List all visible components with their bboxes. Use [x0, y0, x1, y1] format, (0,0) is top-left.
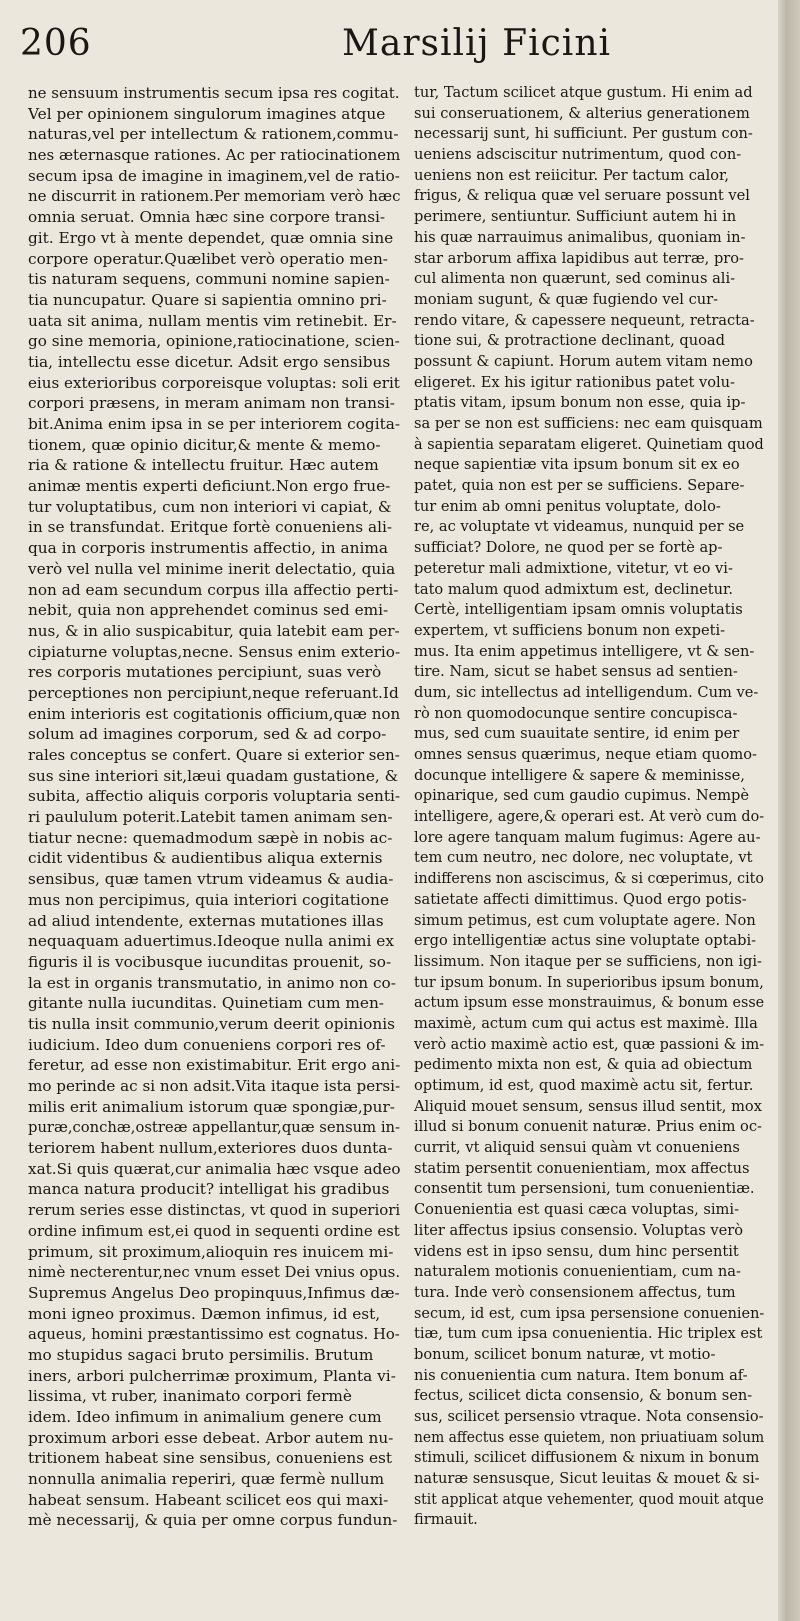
- left-text-column: [28, 83, 400, 1531]
- text-line: satietate affecti dimittimus. Quod ergo potis-: [414, 890, 747, 908]
- text-line: frigus, & reliqua quæ vel seruare possunt vel: [414, 187, 750, 205]
- text-line: sus, scilicet persensio vtraque. Nota consensio-: [414, 1408, 764, 1425]
- text-line: firmauit.: [414, 1511, 478, 1529]
- text-line: rendo vitare, & capessere nequeunt, retracta-: [414, 311, 755, 329]
- text-line: tione sui, & protractione declinant, quoad: [414, 332, 725, 350]
- text-line: aqueus, homini præstantissimo est cognatus. Ho-: [28, 1325, 400, 1344]
- text-line: xat.Si quis quærat,cur animalia hæc vsque adeo: [28, 1159, 401, 1178]
- text-line: docunque intelligere & sapere & meminisse,: [414, 766, 745, 784]
- text-line: ergo intelligentiæ actus sine voluptate optabi-: [414, 932, 757, 950]
- text-line: expertem, vt sufficiens bonum non expeti-: [414, 621, 726, 639]
- text-line: nequaquam aduertimus.Ideoque nulla animi ex: [28, 932, 394, 951]
- text-line: git. Ergo vt à mente dependet, quæ omnia sine: [28, 228, 394, 247]
- text-line: secum ipsa de imagine in imaginem,vel de ratio-: [28, 166, 400, 185]
- text-line: illud si bonum conuenit naturæ. Prius enim oc-: [414, 1118, 762, 1136]
- text-line: idem. Ideo infimum in animalium genere cum: [28, 1408, 382, 1426]
- text-line: moni igneo proximus. Dæmon infimus, id est,: [28, 1304, 381, 1323]
- text-line: ne discurrit in rationem.Per memoriam verò hæc: [28, 187, 401, 206]
- text-line: eius exterioribus corporeisque voluptas: soli erit: [28, 373, 400, 392]
- text-line: corpore operatur.Quælibet verò operatio men-: [28, 249, 388, 268]
- text-line: bit.Anima enim ipsa in se per interiorem cogita-: [28, 415, 401, 433]
- text-line: lissimum. Non itaque per se sufficiens, non igi-: [414, 952, 762, 970]
- text-line: rerum series esse distinctas, vt quod in superiori: [28, 1201, 401, 1220]
- text-line: ptatis vitam, ipsum bonum non esse, quia ip-: [414, 394, 746, 412]
- page-number: 206: [20, 23, 92, 64]
- text-line: tis naturam sequens, communi nomine sapien-: [28, 270, 390, 289]
- text-line: necessarij sunt, hi sufficiunt. Per gustum con-: [414, 125, 753, 143]
- text-line: mo stupidus sagaci bruto persimilis. Brutum: [28, 1345, 374, 1364]
- text-line: ri paululum poterit.Latebit tamen animam sen-: [28, 808, 393, 827]
- text-line: cul alimenta non quærunt, sed cominus ali-: [414, 270, 736, 288]
- text-line: nonnulla animalia reperiri, quæ fermè nullum: [28, 1470, 385, 1489]
- text-line: Aliquid mouet sensum, sensus illud sentit, mox: [414, 1097, 762, 1115]
- text-line: nimè necterentur,nec vnum esset Dei vnius opus.: [28, 1263, 401, 1282]
- text-line: indifferens non asciscimus, & si cœperimus, cito: [414, 870, 764, 888]
- text-line: maximè, actum cum qui actus est maximè. Illa: [414, 1014, 758, 1032]
- text-line: fectus, scilicet dicta consensio, & bonum sen-: [414, 1387, 753, 1405]
- text-line: actum ipsum esse monstrauimus, & bonum esse: [414, 994, 765, 1012]
- text-line: Supremus Angelus Deo propinquus,Infimus dæ-: [28, 1283, 400, 1302]
- text-line: tur voluptatibus, cum non interiori vi capiat, &: [28, 497, 392, 516]
- text-line: tire. Nam, sicut se habet sensus ad sentien-: [414, 663, 738, 681]
- text-line: stit applicat atque vehementer, quod mouit atque: [414, 1490, 764, 1508]
- text-line: nis conuenientia cum natura. Item bonum af-: [414, 1366, 748, 1384]
- text-line: solum ad imagines corporum, sed & ad corpo-: [28, 725, 387, 744]
- text-line: qua in corporis instrumentis affectio, in anima: [28, 539, 388, 558]
- text-line: manca natura producit? intelligat his gradibus: [28, 1180, 390, 1199]
- text-line: milis erit animalium istorum quæ spongiæ,pur-: [28, 1097, 395, 1116]
- text-line: mo perinde ac si non adsit.Vita itaque ista persi-: [28, 1077, 401, 1095]
- text-line: omnes sensus quærimus, neque etiam quomo-: [414, 746, 757, 763]
- text-line: iudicium. Ideo dum conueniens corpori res of-: [28, 1035, 386, 1054]
- text-line: animæ mentis experti deficiunt.Non ergo frue-: [28, 477, 391, 496]
- text-line: sus sine interiori sit,læui quadam gustatione, &: [28, 766, 399, 785]
- text-line: perimere, sentiuntur. Sufficiunt autem hi in: [414, 208, 737, 226]
- text-line: eligeret. Ex his igitur rationibus patet volu-: [414, 373, 735, 391]
- text-line: tur enim ab omni penitus voluptate, dolo-: [414, 497, 721, 515]
- text-line: sensibus, quæ tamen vtrum videamus & audia-: [28, 870, 394, 889]
- text-line: nebit, quia non apprehendet cominus sed emi-: [28, 601, 389, 620]
- text-line: optimum, id est, quod maximè actu sit, fertur.: [414, 1077, 754, 1094]
- text-line: ordine infimum est,ei quod in sequenti ordine est: [28, 1221, 400, 1240]
- text-line: iners, arbori pulcherrimæ proximum, Planta vi-: [28, 1366, 396, 1385]
- text-line: liter affectus ipsius consensio. Voluptas verò: [414, 1221, 743, 1239]
- text-line: tem cum neutro, nec dolore, nec voluptate, vt: [414, 849, 753, 867]
- text-line: uata sit anima, nullam mentis vim retinebit. Er-: [28, 311, 397, 330]
- text-line: in se transfundat. Eritque fortè conueniens ali-: [28, 518, 393, 537]
- text-line: enim interioris est cogitationis officium,quæ non: [28, 704, 401, 723]
- text-line: habeat sensum. Habeant scilicet eos qui maxi-: [28, 1490, 389, 1509]
- text-line: feretur, ad esse non existimabitur. Erit ergo ani-: [28, 1056, 401, 1075]
- page-header: [20, 18, 760, 74]
- text-line: verò vel nulla vel minime inerit delectatio, quia: [28, 559, 396, 578]
- text-line: statim persentit conuenientiam, mox affectus: [414, 1159, 750, 1177]
- text-line: tionem, quæ opinio dicitur,& mente & memo-: [28, 435, 381, 454]
- running-title: Marsilij Ficini: [342, 23, 612, 64]
- text-line: proximum arbori esse debeat. Arbor autem nu-: [28, 1428, 394, 1447]
- text-line: Conuenientia est quasi cæca voluptas, simi-: [414, 1201, 739, 1219]
- text-line: bonum, scilicet bonum naturæ, vt motio-: [414, 1345, 716, 1363]
- text-line: intelligere, agere,& operari est. At verò cum do-: [414, 808, 765, 826]
- text-line: non ad eam secundum corpus illa affectio perti-: [28, 580, 399, 599]
- text-line: tiatur necne: quemadmodum sæpè in nobis ac-: [28, 828, 393, 847]
- text-line: pedimento mixta non est, & quia ad obiectum: [414, 1056, 753, 1074]
- text-line: lissima, vt ruber, inanimato corpori fermè: [28, 1387, 352, 1406]
- text-line: res corporis mutationes percipiunt, suas verò: [28, 663, 382, 682]
- text-line: figuris il is vocibusque iucunditas prouenit, so-: [28, 952, 392, 971]
- text-line: currit, vt aliquid sensui quàm vt conueniens: [414, 1139, 740, 1157]
- text-line: mus non percipimus, quia interiori cogitatione: [28, 890, 389, 909]
- text-line: nus, & in alio suspicabitur, quia latebit eam per-: [28, 621, 400, 640]
- text-line: opinarique, sed cum gaudio cupimus. Nempè: [414, 787, 750, 805]
- text-line: tura. Inde verò consensionem affectus, tum: [414, 1283, 736, 1301]
- text-line: primum, sit proximum,alioquin res inuicem mi-: [28, 1242, 394, 1261]
- text-line: ad aliud intendente, externas mutationes illas: [28, 911, 384, 930]
- text-line: ria & ratione & intellectu fruitur. Hæc autem: [28, 456, 379, 475]
- text-line: tis nulla insit communio,verum deerit opinionis: [28, 1014, 395, 1033]
- text-line: lore agere tanquam malum fugimus: Agere au-: [414, 828, 761, 846]
- text-line: mus. Ita enim appetimus intelligere, vt & sen-: [414, 642, 755, 660]
- text-line: naturas,vel per intellectum & rationem,commu-: [28, 125, 399, 144]
- text-line: simum petimus, est cum voluptate agere. Non: [414, 911, 756, 929]
- text-line: tia nuncupatur. Quare si sapientia omnino pri-: [28, 290, 387, 309]
- text-line: Vel per opinionem singulorum imagines atque: [28, 104, 386, 123]
- text-line: star arborum affixa lapidibus aut terræ, pro-: [414, 249, 744, 267]
- text-line: tur, Tactum scilicet atque gustum. Hi enim ad: [414, 84, 753, 101]
- text-line: teriorem habent nullum,exteriores duos dunta-: [28, 1139, 393, 1158]
- text-line: patet, quia non est per se sufficiens. Separe-: [414, 477, 745, 495]
- text-line: tiæ, tum cum ipsa conuenientia. Hic triplex est: [414, 1325, 763, 1343]
- text-line: à sapientia separatam eligeret. Quinetiam quod: [414, 435, 764, 453]
- text-line: peteretur mali admixtione, vitetur, vt eo vi-: [414, 559, 733, 577]
- text-line: corpori præsens, in meram animam non transi-: [28, 394, 395, 413]
- text-line: gitante nulla iucunditas. Quinetiam cum men-: [28, 994, 384, 1013]
- text-line: dum, sic intellectus ad intelligendum. Cum ve-: [414, 683, 759, 701]
- text-line: nem affectus esse quietem, non priuatiuam solum: [414, 1428, 765, 1446]
- text-line: re, ac voluptate vt videamus, nunquid per se: [414, 518, 745, 536]
- text-line: perceptiones non percipiunt,neque referuant.Id: [28, 683, 399, 702]
- text-line: puræ,conchæ,ostreæ appellantur,quæ sensum in-: [28, 1118, 401, 1137]
- text-line: neque sapientiæ vita ipsum bonum sit ex eo: [414, 456, 740, 474]
- text-line: naturæ sensusque, Sicut leuitas & mouet & si-: [414, 1470, 760, 1488]
- text-line: ueniens non est reiicitur. Per tactum calor,: [414, 166, 730, 184]
- text-line: mè necessarij, & quia per omne corpus fundun-: [28, 1511, 398, 1530]
- text-line: mus, sed cum suauitate sentire, id enim per: [414, 725, 740, 743]
- text-line: moniam sugunt, & quæ fugiendo vel cur-: [414, 290, 719, 308]
- text-line: ueniens adsciscitur nutrimentum, quod con-: [414, 146, 742, 164]
- text-line: la est in organis transmutatio, in animo non co-: [28, 973, 396, 992]
- text-line: tritionem habeat sine sensibus, conueniens est: [28, 1449, 392, 1468]
- right-text-column: [414, 83, 764, 1531]
- text-line: consentit tum persensioni, tum conuenientiæ.: [414, 1180, 755, 1198]
- text-line: cipiaturne voluptas,necne. Sensus enim exterio-: [28, 642, 401, 661]
- text-line: ne sensuum instrumentis secum ipsa res cogitat.: [28, 84, 400, 102]
- text-line: go sine memoria, opinione,ratiocinatione, scien-: [28, 332, 400, 351]
- text-line: rò non quomodocunque sentire concupisca-: [414, 704, 738, 722]
- text-line: cidit videntibus & audientibus aliqua externis: [28, 849, 383, 868]
- text-line: subita, affectio aliquis corporis voluptaria senti-: [28, 787, 401, 806]
- text-line: naturalem motionis conuenientiam, cum na-: [414, 1263, 741, 1281]
- text-line: sufficiat? Dolore, ne quod per se fortè ap-: [414, 539, 723, 557]
- text-line: Certè, intelligentiam ipsam omnis voluptatis: [414, 601, 743, 619]
- text-line: possunt & capiunt. Horum autem vitam nemo: [414, 352, 753, 370]
- text-line: verò actio maximè actio est, quæ passioni & im-: [414, 1035, 765, 1053]
- text-line: his quæ narrauimus animalibus, quoniam in-: [414, 228, 746, 246]
- text-line: tia, intellectu esse dicetur. Adsit ergo sensibus: [28, 352, 391, 371]
- text-line: rales conceptus se confert. Quare si exterior sen-: [28, 746, 400, 764]
- text-line: secum, id est, cum ipsa persensione conuenien-: [414, 1304, 765, 1322]
- text-line: stimuli, scilicet diffusionem & nixum in bonum: [414, 1449, 760, 1467]
- text-line: sa per se non est sufficiens: nec eam quisquam: [414, 415, 763, 432]
- text-line: videns est in ipso sensu, dum hinc persentit: [414, 1242, 739, 1260]
- text-line: tato malum quod admixtum est, declinetur.: [414, 580, 734, 598]
- text-line: omnia seruat. Omnia hæc sine corpore transi-: [28, 208, 386, 227]
- text-line: tur ipsum bonum. In superioribus ipsum bonum,: [414, 973, 764, 991]
- page-gutter-edge: [778, 0, 800, 1621]
- text-line: sui conseruationem, & alterius generationem: [414, 104, 750, 122]
- text-line: nes æternasque rationes. Ac per ratiocinationem: [28, 146, 401, 165]
